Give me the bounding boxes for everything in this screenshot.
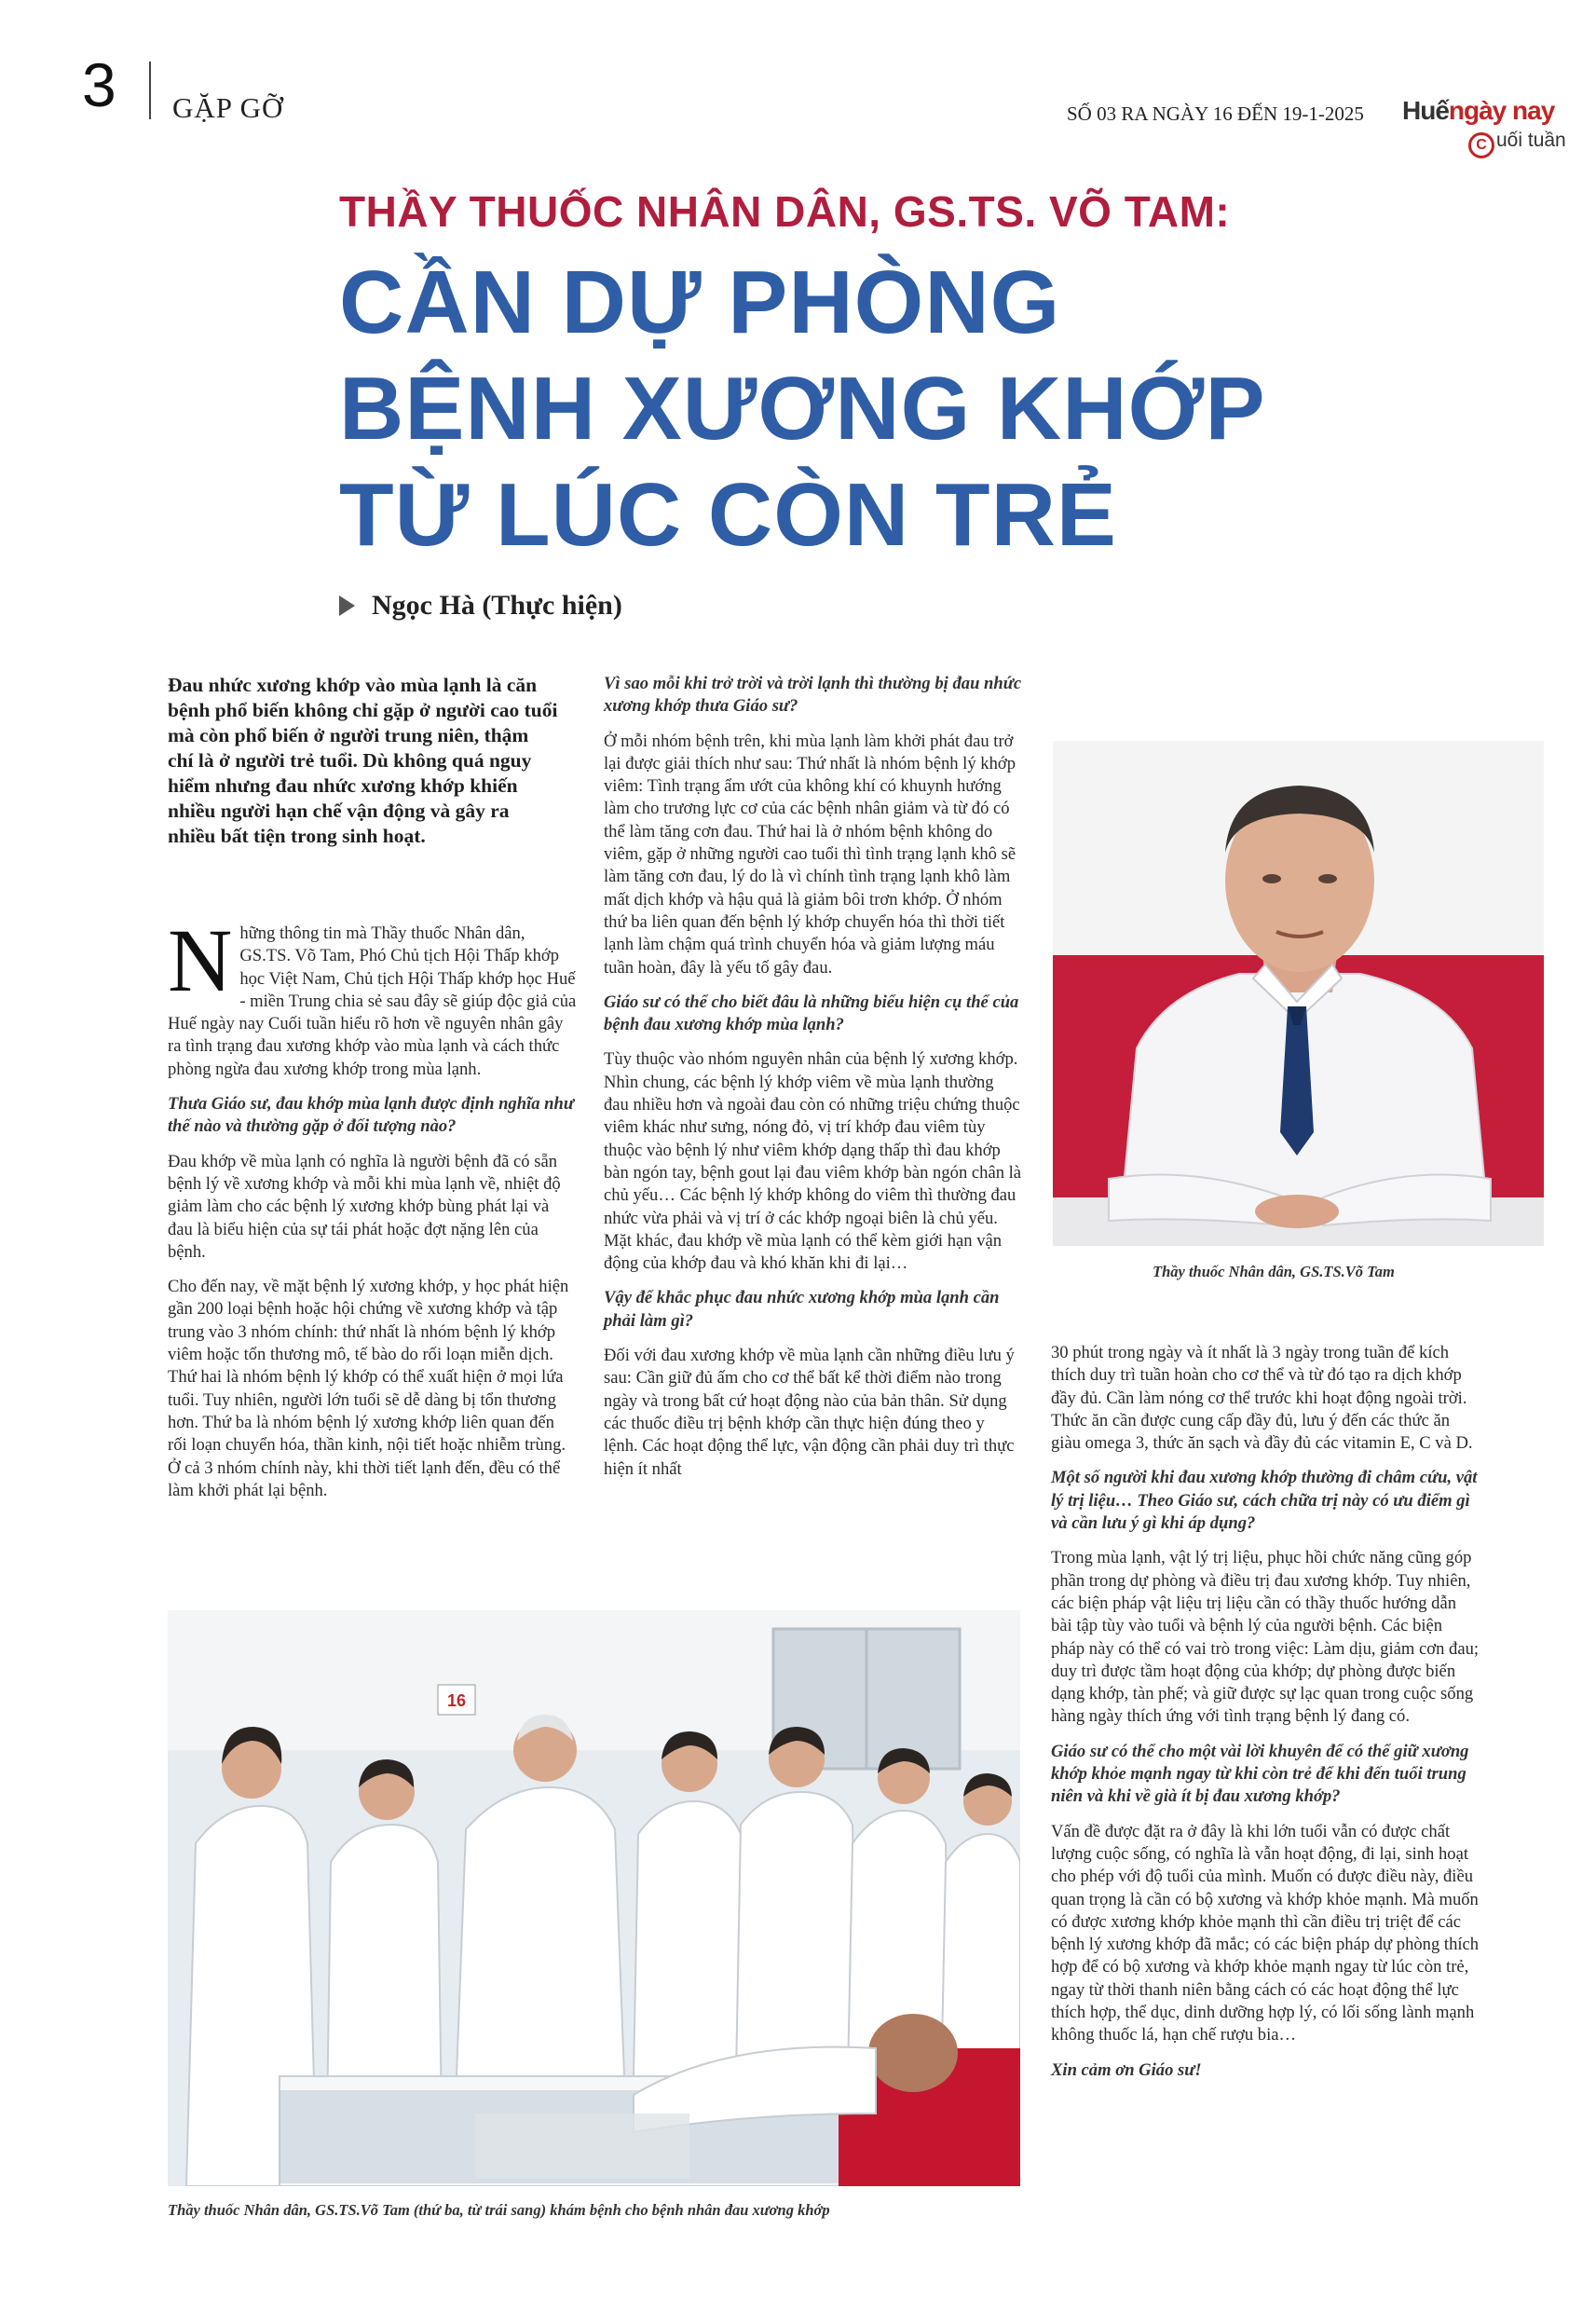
byline-text: Ngọc Hà (Thực hiện) xyxy=(372,590,622,621)
article-lead: Đau nhức xương khớp vào mùa lạnh là căn bệnh phổ biến không chỉ gặp ở người cao tuổi mà còn phổ biến ở người trung niên, thậm chí là ở người trẻ tuổi. Dù không quá nguy hiểm nhưng đau nhức xương khớp khiến nhiều người hạn chế vận động và gây ra nhiều bất tiện trong sinh hoạt. xyxy=(168,674,558,847)
interview-answer: Ở mỗi nhóm bệnh trên, khi mùa lạnh làm khởi phát đau trở lại được giải thích như sau: Thứ nhất là nhóm bệnh lý khớp viêm: Tình trạng ẩm ướt của không khí có khuynh hướng làm cho trương lực cơ của các bệnh nhân giảm và từ đó có thể làm tăng cơn đau. Thứ hai là ở nhóm bệnh không do viêm, gặp ở những người cao tuổi thì tình trạng lạnh khô sẽ làm tăng cơn đau, lý do là vì chính tình trạng lạnh khô làm mất dịch khớp và hậu quả là giảm bôi trơn khớp. Ở nhóm thứ ba liên quan đến bệnh lý khớp chuyển hóa thì thời tiết lạnh làm chậm quá trình chuyển hóa và giảm lượng máu tuần hoàn, đây là yếu tố gây đau. xyxy=(604,731,1016,978)
interview-answer: Cho đến nay, về mặt bệnh lý xương khớp, y học phát hiện gần 200 loại bệnh hoặc hội chứng về xương khớp và tập trung vào 3 nhóm chính: thứ nhất là nhóm bệnh lý khớp viêm hoặc tổn thương mô, tế bào do rối loạn miễn dịch. Thứ hai là nhóm bệnh lý khớp có thể xuất hiện ở mọi lứa tuổi. Tuy nhiên, người lớn tuổi sẽ dễ dàng bị tổn thương hơn. Thứ ba là nhóm bệnh lý xương khớp liên quan đến rối loạn chuyển hóa, thần kinh, nội tiết hoặc nhiễm trùng. Ở cả 3 nhóm chính này, khi thời tiết lạnh đến, đều có thể làm khởi phát lại bệnh. xyxy=(168,1277,569,1500)
interview-question: Một số người khi đau xương khớp thường đi châm cứu, vật lý trị liệu… Theo Giáo sư, cách chữa trị này có ưu điểm gì và cần lưu ý gì khi áp dụng? xyxy=(1051,1468,1478,1534)
headline-line-3: TỪ LÚC CÒN TRẺ xyxy=(339,465,1117,565)
section-title: GẶP GỠ xyxy=(172,91,284,124)
interview-answer: Đau khớp về mùa lạnh có nghĩa là người bệnh đã có sẵn bệnh lý về xương khớp và mỗi khi mùa lạnh về, nhiệt độ giảm làm cho các bệnh lý xương khớp bùng phát lại và đau là biểu hiện của sự tái phát hoặc đợt nặng lên của bệnh. xyxy=(168,1151,561,1262)
ward-caption: Thầy thuốc Nhân dân, GS.TS.Võ Tam (thứ ba, từ trái sang) khám bệnh cho bệnh nhân đau xương khớp xyxy=(168,2201,830,2219)
logo-c-icon: C xyxy=(1468,132,1494,158)
logo-hue: Huế xyxy=(1402,96,1449,125)
portrait-illustration xyxy=(1053,741,1544,1246)
intro-paragraph xyxy=(168,910,578,1081)
portrait-photo xyxy=(1053,741,1544,1246)
portrait-caption: Thầy thuốc Nhân dân, GS.TS.Võ Tam xyxy=(1153,1263,1395,1280)
logo-ngaynay: ngày nay xyxy=(1448,96,1555,125)
interview-answer: Vấn đề được đặt ra ở đây là khi lớn tuổi vẫn có được chất lượng cuộc sống, có nghĩa là vẫn hoạt động, đi lại, sinh hoạt cho phép với độ tuổi của mình. Muốn có được điều này, điều quan trọng là cần có bộ xương và khớp khỏe mạnh. Mà muốn có được xương khớp khỏe mạnh thì cần điều trị triệt để các bệnh lý xương khớp đã mắc; có các biện pháp dự phòng thích hợp để có bộ xương và khớp khỏe mạnh ngay từ lúc còn trẻ, ngay từ thời thanh niên bằng cách có các hoạt động thể lực thích hợp, thể dục, dinh dưỡng hợp lý, có lối sống lành mạnh không thuốc lá, hạn chế rượu bia… xyxy=(1051,1821,1480,2045)
logo-sub-text: uối tuần xyxy=(1496,130,1566,151)
interview-answer: Tùy thuộc vào nhóm nguyên nhân của bệnh lý xương khớp. Nhìn chung, các bệnh lý khớp viêm về mùa lạnh thường đau nhiều hơn và ngoài đau còn có những triệu chứng thuộc viêm khác như sưng, nóng đỏ, vị trí khớp đau viêm tùy thuộc vào bệnh lý như viêm khớp dạng thấp thì đau khớp bàn ngón tay, bệnh gout lại đau viêm khớp bàn ngón chân là chủ yếu… Các bệnh lý khớp không do viêm thì thường đau nhức vừa phải và vị trí ở các khớp ngoại biên là chủ yếu. Mặt khác, đau khớp về mùa lạnh có thể kèm giới hạn vận động của khớp đau và khó khăn khi đi lại… xyxy=(604,1049,1022,1274)
interview-answer: Trong mùa lạnh, vật lý trị liệu, phục hồi chức năng cũng góp phần trong dự phòng và điều trị đau xương khớp. Tuy nhiên, các biện pháp vật liệu trị liệu cần có thầy thuốc hướng dẫn bài tập tùy vào tuổi và bệnh lý của người bệnh. Các biện pháp này có thể có vai trò trong việc: Làm dịu, giảm cơn đau; duy trì được tầm hoạt động của khớp; dự phòng được biến dạng khớp, tàn phế; và giữ được sự lạc quan trong cuộc sống hàng ngày thích ứng với tình trạng bệnh lý đang có. xyxy=(1051,1548,1480,1727)
interview-question: Giáo sư có thể cho biết đâu là những biểu hiện cụ thể của bệnh đau xương khớp mùa lạnh? xyxy=(604,992,1019,1035)
column-2 xyxy=(604,673,1023,1493)
interview-question: Vậy để khắc phục đau nhức xương khớp mùa lạnh cần phải làm gì? xyxy=(604,1288,1000,1331)
dropcap: N xyxy=(168,910,233,1010)
headline-line-1: CẦN DỰ PHÒNG xyxy=(339,253,1061,352)
interview-question: Vì sao mỗi khi trở trời và trời lạnh thì thường bị đau nhức xương khớp thưa Giáo sư? xyxy=(604,674,1022,717)
byline xyxy=(339,590,622,622)
ward-photo xyxy=(168,1610,1020,2186)
issue-info: SỐ 03 RA NGÀY 16 ĐẾN 19-1-2025 xyxy=(1067,103,1364,125)
interview-answer: 30 phút trong ngày và ít nhất là 3 ngày trong tuần để kích thích duy trì tuần hoàn cho cơ thể và từ đó tạo ra dịch khớp đầy đủ. Cần làm nóng cơ thể trước khi hoạt động ngoài trời. Thức ăn cần được cung cấp đầy đủ, lưu ý đến các thức ăn giàu omega 3, thức ăn sạch và đầy đủ các vitamin E, C và D. xyxy=(1051,1343,1473,1454)
ward-sign: 16 xyxy=(446,1691,467,1710)
article-headline xyxy=(339,250,1364,568)
header-divider xyxy=(149,62,151,119)
interview-question: Thưa Giáo sư, đau khớp mùa lạnh được định nghĩa như thế nào và thường gặp ở đối tượng nào? xyxy=(168,1094,574,1137)
page-number: 3 xyxy=(82,50,116,119)
ward-illustration xyxy=(168,1610,1020,2186)
publication-logo xyxy=(1402,96,1554,126)
headline-line-2: BỆNH XƯƠNG KHỚP xyxy=(339,359,1266,458)
column-3 xyxy=(1051,1342,1480,2094)
logo-cuoituan xyxy=(1468,130,1566,158)
interview-question: Giáo sư có thể cho một vài lời khuyên để có thể giữ xương khớp khỏe mạnh ngay từ khi còn trẻ để khi đến tuổi trung niên và khi về già ít bị đau xương khớp? xyxy=(1051,1741,1469,1807)
intro-text: hững thông tin mà Thầy thuốc Nhân dân, GS.TS. Võ Tam, Phó Chủ tịch Hội Thấp khớp học Việt Nam, Chủ tịch Hội Thấp khớp học Huế - miền Trung chia sẻ sau đây sẽ giúp độc giả của Huế ngày nay Cuối tuần hiểu rõ hơn về nguyên nhân gây ra tình trạng đau xương khớp vào mùa lạnh và cách thức phòng ngừa đau xương khớp trong mùa lạnh. xyxy=(168,923,577,1079)
article-kicker: THẦY THUỐC NHÂN DÂN, GS.TS. VÕ TAM: xyxy=(339,187,1231,236)
interview-question: Xin cảm ơn Giáo sư! xyxy=(1051,2059,1202,2080)
byline-triangle-icon xyxy=(339,595,355,616)
interview-answer: Đối với đau xương khớp về mùa lạnh cần những điều lưu ý sau: Cần giữ đủ ấm cho cơ thể bất kể thời điểm nào trong ngày và trong bất cứ hoạt động nào của bản thân. Sử dụng các thuốc điều trị bệnh khớp cần thực hiện đúng theo y lệnh. Các hoạt động thể lực, vận động cần phải duy trì thực hiện ít nhất xyxy=(604,1346,1015,1479)
column-1-body xyxy=(168,1093,578,1502)
column-1 xyxy=(168,910,578,1514)
